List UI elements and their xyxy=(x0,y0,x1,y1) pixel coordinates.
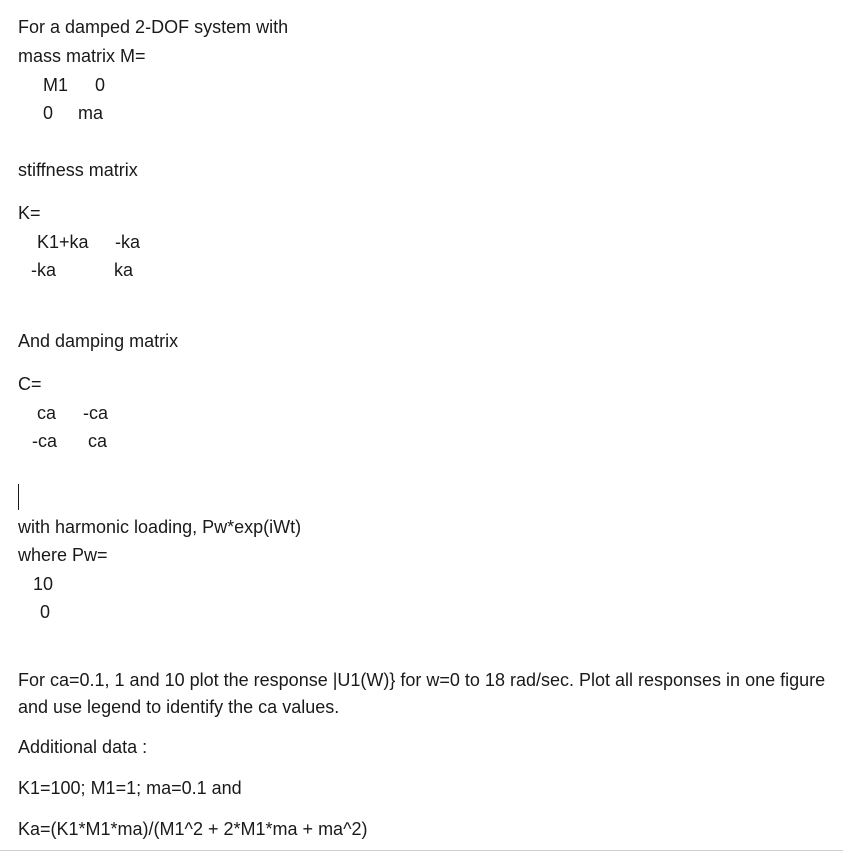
damping-label: C= xyxy=(18,374,42,394)
damping-matrix-r1c1: ca xyxy=(37,403,57,423)
additional-line-2: Ka=(K1*M1*ma)/(M1^2 + 2*M1*ma + ma^2) xyxy=(18,819,368,839)
stiffness-matrix-r1c2: -ka xyxy=(115,232,141,252)
additional-heading: Additional data : xyxy=(18,737,148,757)
mass-matrix-r1c1: M1 xyxy=(43,75,69,95)
mass-matrix-r2c1: 0 xyxy=(43,103,54,123)
loading-line-2: where Pw= xyxy=(18,545,108,565)
damping-matrix-r2c1: -ca xyxy=(32,431,58,451)
intro-line-2: mass matrix M= xyxy=(18,46,146,66)
task-paragraph: For ca=0.1, 1 and 10 plot the response |U1(W)} for w=0 to 18 rad/sec. Plot all responses in one figure and use legend to identify the ca values. xyxy=(18,670,826,717)
stiffness-matrix-r2c1: -ka xyxy=(31,260,57,280)
damping-heading: And damping matrix xyxy=(18,331,179,351)
page-bottom-border xyxy=(0,850,843,851)
mass-matrix-r1c2: 0 xyxy=(95,75,106,95)
mass-matrix-r2c2: ma xyxy=(78,103,104,123)
stiffness-heading: stiffness matrix xyxy=(18,160,138,180)
damping-matrix-r1c2: -ca xyxy=(83,403,109,423)
loading-line-1: with harmonic loading, Pw*exp(iWt) xyxy=(18,517,302,537)
load-vector-value-1: 10 xyxy=(33,574,54,594)
additional-line-1: K1=100; M1=1; ma=0.1 and xyxy=(18,778,242,798)
load-vector-value-2: 0 xyxy=(40,602,51,622)
text-cursor xyxy=(18,484,19,510)
damping-matrix-r2c2: ca xyxy=(88,431,108,451)
intro-line-1: For a damped 2-DOF system with xyxy=(18,17,289,37)
stiffness-label: K= xyxy=(18,203,41,223)
stiffness-matrix-r1c1: K1+ka xyxy=(37,232,89,252)
stiffness-matrix-r2c2: ka xyxy=(114,260,134,280)
